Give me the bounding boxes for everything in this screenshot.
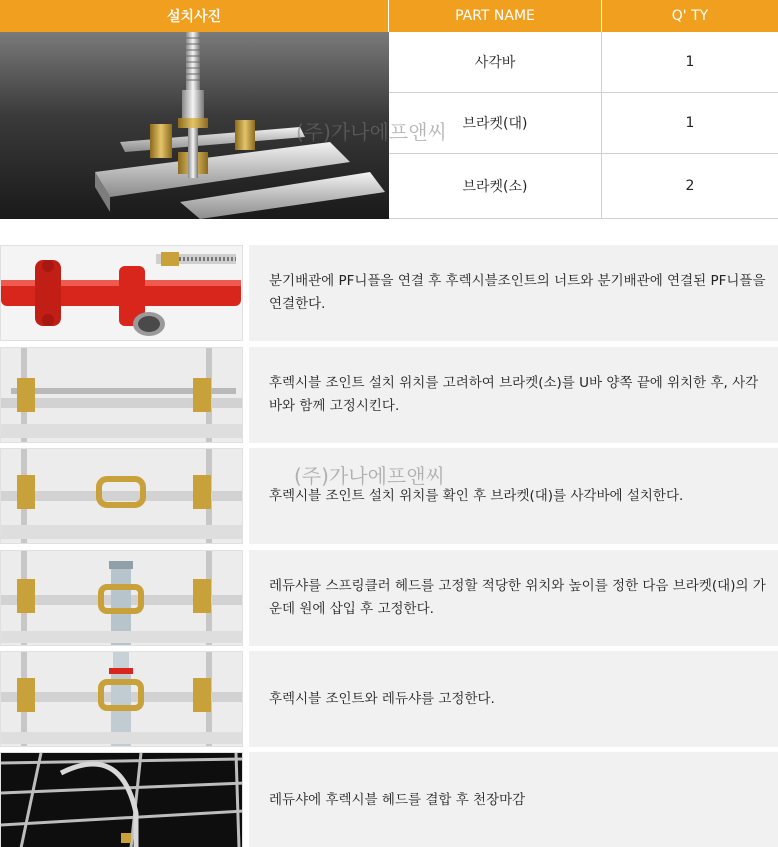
step-description: 레듀샤를 스프링클러 헤드를 고정할 적당한 위치와 높이를 정한 다음 브라켓(대)의 가운데 원에 삽입 후 고정한다.: [249, 550, 778, 646]
parts-table: [0, 0, 778, 219]
watermark-text: (주)가나에프앤씨: [294, 464, 445, 488]
header-qty: Q' TY: [602, 0, 778, 32]
table-row: [389, 154, 778, 219]
step-description: 분기배관에 PF니플을 연결 후 후렉시블조인트의 너트와 분기배관에 연결된 PF니플을 연결한다.: [249, 245, 778, 341]
step-photo: [0, 752, 243, 847]
table-row: [389, 32, 778, 93]
qty-cell: 1: [685, 115, 695, 131]
qty-cell: 2: [685, 178, 695, 194]
step-photo: [0, 550, 243, 646]
bracket-large-illustration: [1, 449, 243, 544]
step-row: [0, 550, 778, 646]
step-photo: [0, 651, 243, 747]
header-photo: 설치사진: [0, 0, 389, 32]
step-photo: [0, 347, 243, 443]
qty-cell: 1: [685, 54, 695, 70]
bracket-small-illustration: [1, 348, 243, 443]
joint-reducer-illustration: [1, 652, 243, 747]
step-row: [0, 448, 778, 544]
reducer-illustration: [1, 551, 243, 646]
step-row: [0, 245, 778, 341]
step-row: [0, 347, 778, 443]
table-row: [389, 93, 778, 154]
part-name-cell: 브라켓(소): [389, 154, 602, 218]
part-name-cell: 브라켓(대): [389, 93, 602, 153]
step-row: [0, 651, 778, 747]
step-photo: [0, 245, 243, 341]
step-description: 후렉시블 조인트 설치 위치를 고려하여 브라켓(소)를 U바 양쪽 끝에 위치한 후, 사각바와 함께 고정시킨다.: [249, 347, 778, 443]
installation-illustration: [0, 32, 389, 219]
step-row: [0, 752, 778, 847]
step-description: 후렉시블 조인트와 레듀샤를 고정한다.: [249, 651, 778, 747]
header-part-name: PART NAME: [389, 0, 602, 32]
step-description: 후렉시블 조인트 설치 위치를 확인 후 브라켓(대)를 사각바에 설치한다.: [249, 448, 778, 544]
red-pipe-illustration: [1, 246, 243, 341]
ceiling-grid-illustration: [1, 753, 243, 847]
step-photo: [0, 448, 243, 544]
part-name-cell: 사각바: [389, 32, 602, 92]
watermark-text: (주)가나에프앤씨: [296, 120, 447, 144]
step-description: 레듀샤에 후렉시블 헤드를 결합 후 천장마감: [249, 752, 778, 847]
installation-photo: [0, 32, 389, 219]
